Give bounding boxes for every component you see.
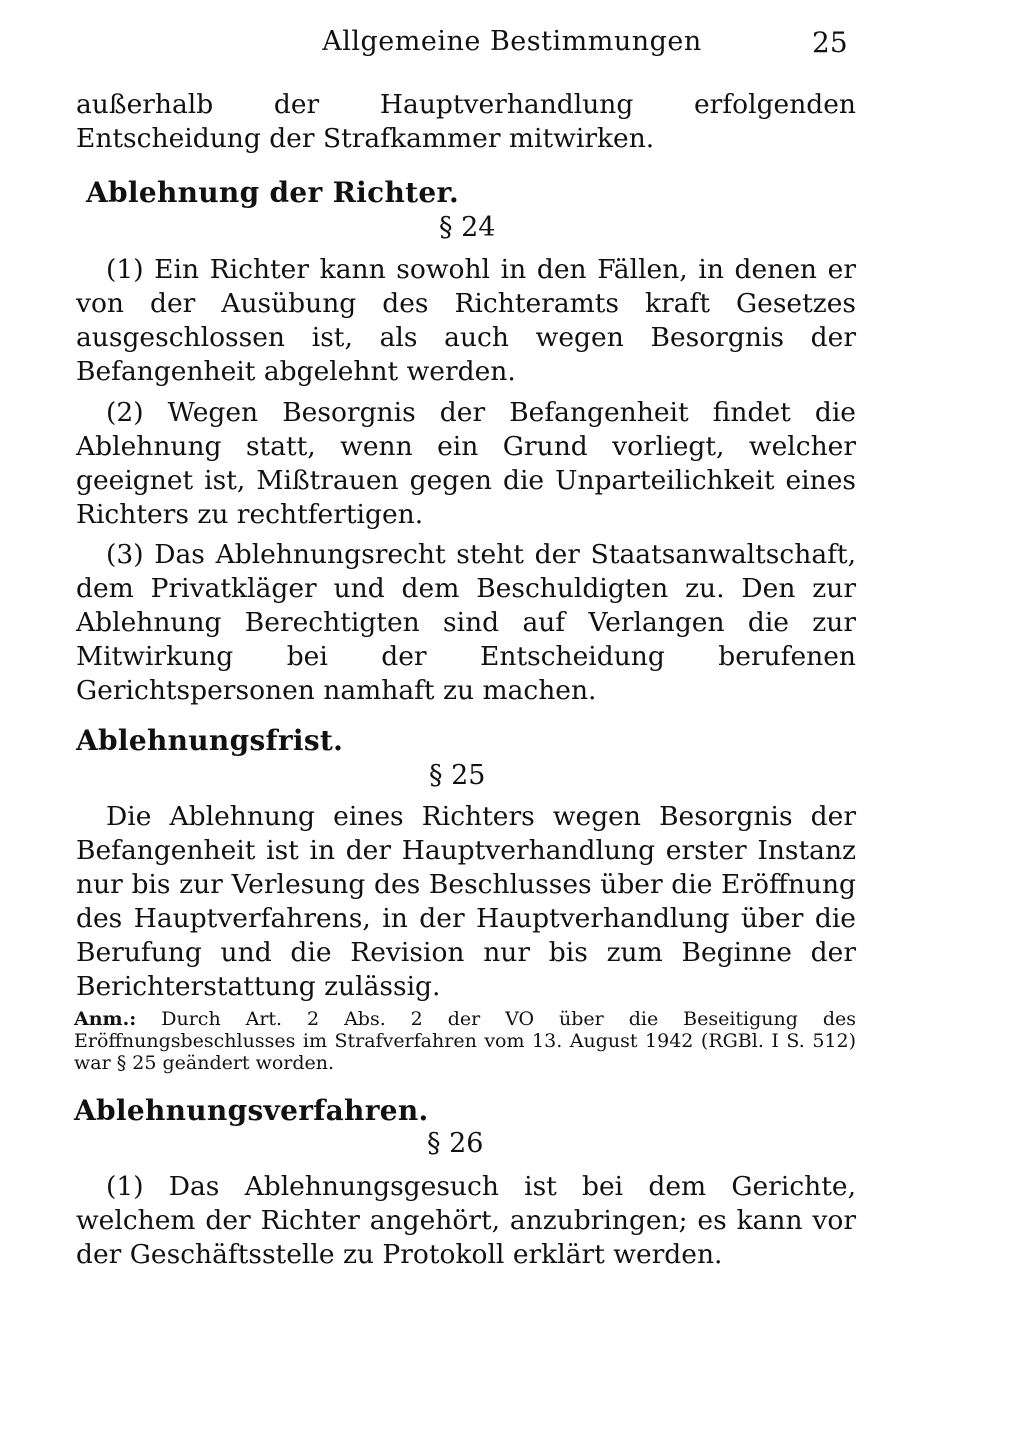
section-number-24: § 24 xyxy=(439,212,496,243)
paragraph-25: Die Ablehnung eines Richters wegen Besorgnis der Befangenheit ist in der Hauptverhandlung erster Instanz nur bis zur Verlesung des Beschlusses über die Eröffnung des Hauptverfahrens, in der Hauptverhandlung über die Berufung und die Revision nur bis zum Beginne der Berichterstattung zulässig. xyxy=(76,801,856,1002)
annotation-label: Anm.: xyxy=(74,1008,137,1030)
paragraph-24-2: (2) Wegen Besorgnis der Befangenheit findet die Ablehnung statt, wenn ein Grund vorliegt, welcher geeignet ist, Mißtrauen gegen die Unparteilichkeit eines Richters zu rechtfertigen. xyxy=(76,397,856,530)
section-number-25: § 25 xyxy=(429,760,486,791)
page-number: 25 xyxy=(812,26,848,59)
paragraph-24-3: (3) Das Ablehnungsrecht steht der Staatsanwaltschaft, dem Privatkläger und dem Beschuldigten zu. Den zur Ablehnung Berechtigten sind auf Verlangen die zur Mitwirkung bei der Entscheidung berufenen Gerichtspersonen namhaft zu machen. xyxy=(76,539,856,706)
section-number-26: § 26 xyxy=(427,1128,484,1159)
section-heading-25: Ablehnungsfrist. xyxy=(76,724,344,757)
annotation-note xyxy=(74,1008,856,1074)
annotation-text: Durch Art. 2 Abs. 2 der VO über die Beseitigung des Eröffnungsbeschlusses im Strafverfahren vom 13. August 1942 (RGBl. I S. 512) war § 25 geändert worden. xyxy=(74,1008,857,1074)
section-heading-26: Ablehnungsverfahren. xyxy=(74,1094,429,1127)
paragraph-24-1: (1) Ein Richter kann sowohl in den Fällen, in denen er von der Ausübung des Richteramts kraft Gesetzes ausgeschlossen ist, als auch wegen Besorgnis der Befangenheit abgelehnt werden. xyxy=(76,254,856,387)
running-header: Allgemeine Bestimmungen xyxy=(322,26,702,57)
intro-paragraph: außerhalb der Hauptverhandlung erfolgenden Entscheidung der Strafkammer mitwirken. xyxy=(76,89,856,154)
paragraph-26-1: (1) Das Ablehnungsgesuch ist bei dem Gerichte, welchem der Richter angehört, anzubringen; es kann vor der Geschäftsstelle zu Protokoll erklärt werden. xyxy=(76,1171,856,1270)
section-heading-24: Ablehnung der Richter. xyxy=(86,176,459,209)
